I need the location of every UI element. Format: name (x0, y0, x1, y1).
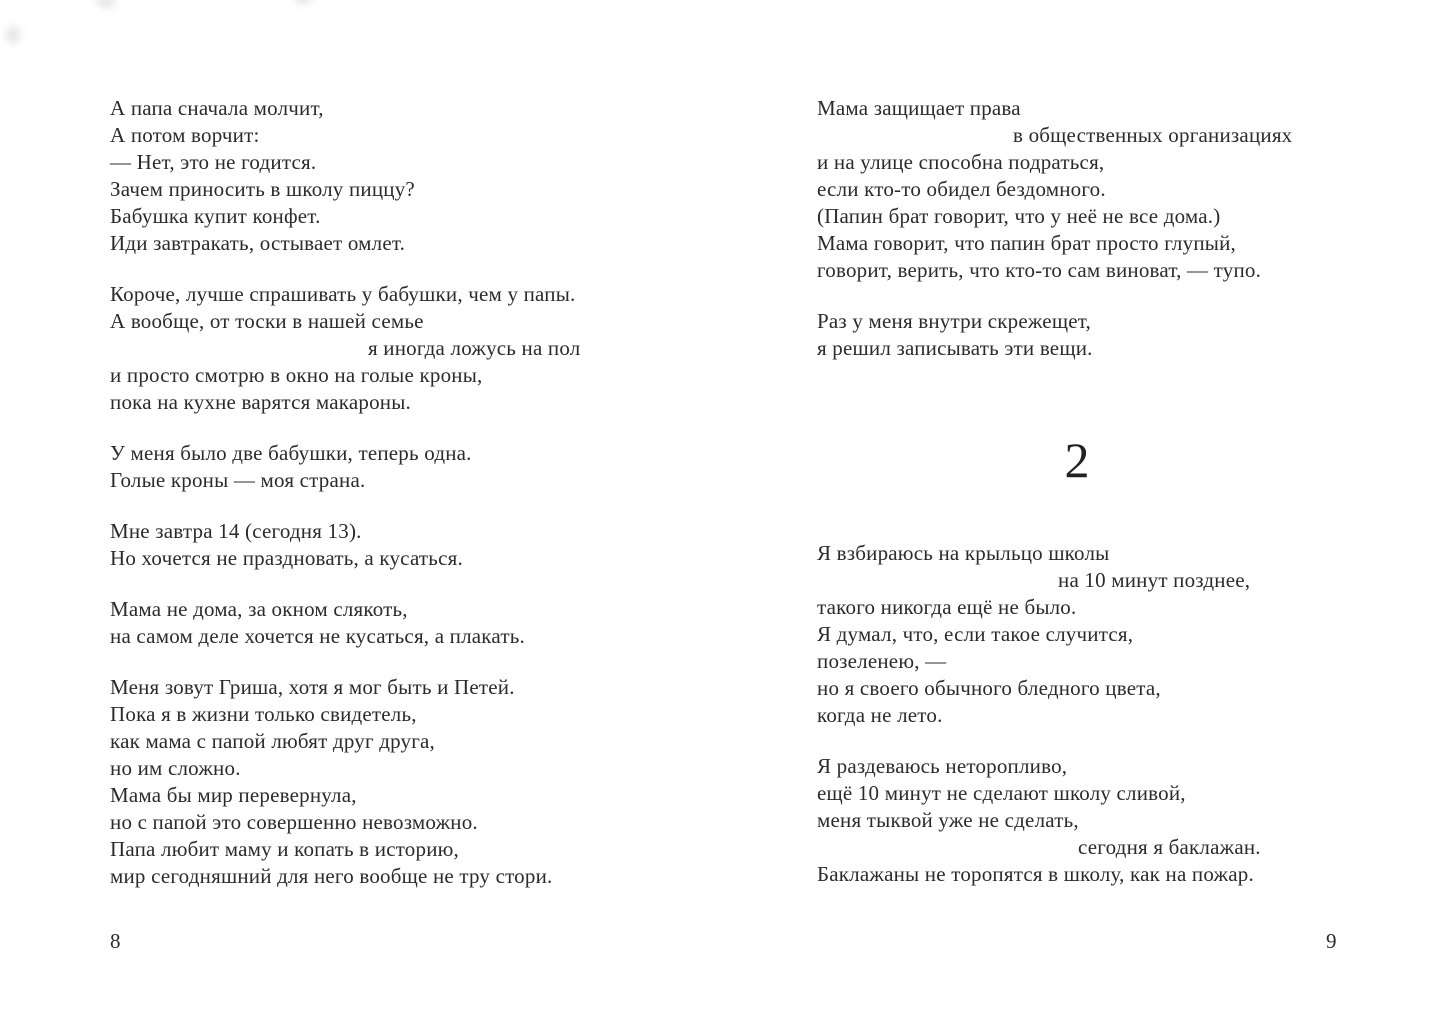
poem-line: ещё 10 минут не сделают школу сливой, (817, 781, 1186, 805)
poem-line: А вообще, от тоски в нашей семье (110, 309, 424, 333)
poem-line: мир сегодняшний для него вообще не тру стори. (110, 864, 553, 888)
right-page (817, 95, 1337, 888)
poem-line: Раз у меня внутри скрежещет, (817, 309, 1091, 333)
poem-line: Я раздеваюсь неторопливо, (817, 754, 1068, 778)
poem-line: (Папин брат говорит, что у неё не все дома.) (817, 204, 1221, 228)
poem-line: Я думал, что, если такое случится, (817, 622, 1134, 646)
poem-line: и просто смотрю в окно на голые кроны, (110, 363, 483, 387)
poem-line: но им сложно. (110, 756, 241, 780)
poem-line: Мне завтра 14 (сегодня 13). (110, 519, 362, 543)
poem-line: — Нет, это не годится. (110, 150, 317, 174)
poem-line: такого никогда ещё не было. (817, 595, 1077, 619)
poem-line: А папа сначала молчит, (110, 96, 324, 120)
stanza (817, 95, 1337, 284)
poem-line: Я взбираюсь на крыльцо школы (817, 541, 1110, 565)
page-number-left: 8 (110, 929, 121, 953)
poem-line: когда не лето. (817, 703, 943, 727)
section-heading: 2 (1064, 432, 1090, 488)
scan-artifact (294, 0, 312, 4)
poem-line: и на улице способна подраться, (817, 150, 1105, 174)
poem-line: я решил записывать эти вещи. (817, 336, 1093, 360)
left-page (110, 95, 655, 890)
poem-line: Пока я в жизни только свидетель, (110, 702, 417, 726)
scan-artifact (96, 0, 116, 8)
poem-line: Иди завтракать, остывает омлет. (110, 231, 406, 255)
page-number-right: 9 (1326, 929, 1337, 953)
poem-line: Баклажаны не торопятся в школу, как на пожар. (817, 862, 1254, 886)
poem-line: Мама говорит, что папин брат просто глупый, (817, 231, 1236, 255)
poem-line: я иногда ложусь на пол (368, 336, 581, 360)
poem-line: Мама бы мир перевернула, (110, 783, 357, 807)
poem-line: сегодня я баклажан. (1078, 835, 1261, 859)
poem-line: на 10 минут позднее, (1058, 568, 1251, 592)
poem-line: пока на кухне варятся макароны. (110, 390, 411, 414)
poem-line: если кто-то обидел бездомного. (817, 177, 1106, 201)
poem-line: Бабушка купит конфет. (110, 204, 321, 228)
stanza (817, 753, 1337, 888)
poem-line: на самом деле хочется не кусаться, а плакать. (110, 624, 525, 648)
stanza (110, 281, 655, 416)
scan-artifact (6, 26, 20, 44)
poem-line: меня тыквой уже не сделать, (817, 808, 1079, 832)
poem-line: А потом ворчит: (110, 123, 260, 147)
stanza (817, 308, 1337, 362)
poem-line: но я своего обычного бледного цвета, (817, 676, 1161, 700)
poem-line: Но хочется не праздновать, а кусаться. (110, 546, 463, 570)
stanza (110, 518, 655, 572)
poem-line: говорит, верить, что кто-то сам виноват, — тупо. (817, 258, 1262, 282)
poem-line: позеленею, — (817, 649, 947, 673)
poem-line: У меня было две бабушки, теперь одна. (110, 441, 472, 465)
poem-line: Меня зовут Гриша, хотя я мог быть и Петей. (110, 675, 515, 699)
poem-line: Мама защищает права (817, 96, 1021, 120)
stanza (110, 674, 655, 890)
poem-line: но с папой это совершенно невозможно. (110, 810, 478, 834)
poem-line: Короче, лучше спрашивать у бабушки, чем у папы. (110, 282, 576, 306)
poem-line: как мама с папой любят друг друга, (110, 729, 435, 753)
stanza (110, 596, 655, 650)
stanza (817, 540, 1337, 729)
poem-line: в общественных организациях (1013, 123, 1293, 147)
stanza (110, 95, 655, 257)
poem-line: Мама не дома, за окном слякоть, (110, 597, 408, 621)
poem-line: Голые кроны — моя страна. (110, 468, 366, 492)
stanza (110, 440, 655, 494)
poem-line: Папа любит маму и копать в историю, (110, 837, 459, 861)
poem-line: Зачем приносить в школу пиццу? (110, 177, 415, 201)
